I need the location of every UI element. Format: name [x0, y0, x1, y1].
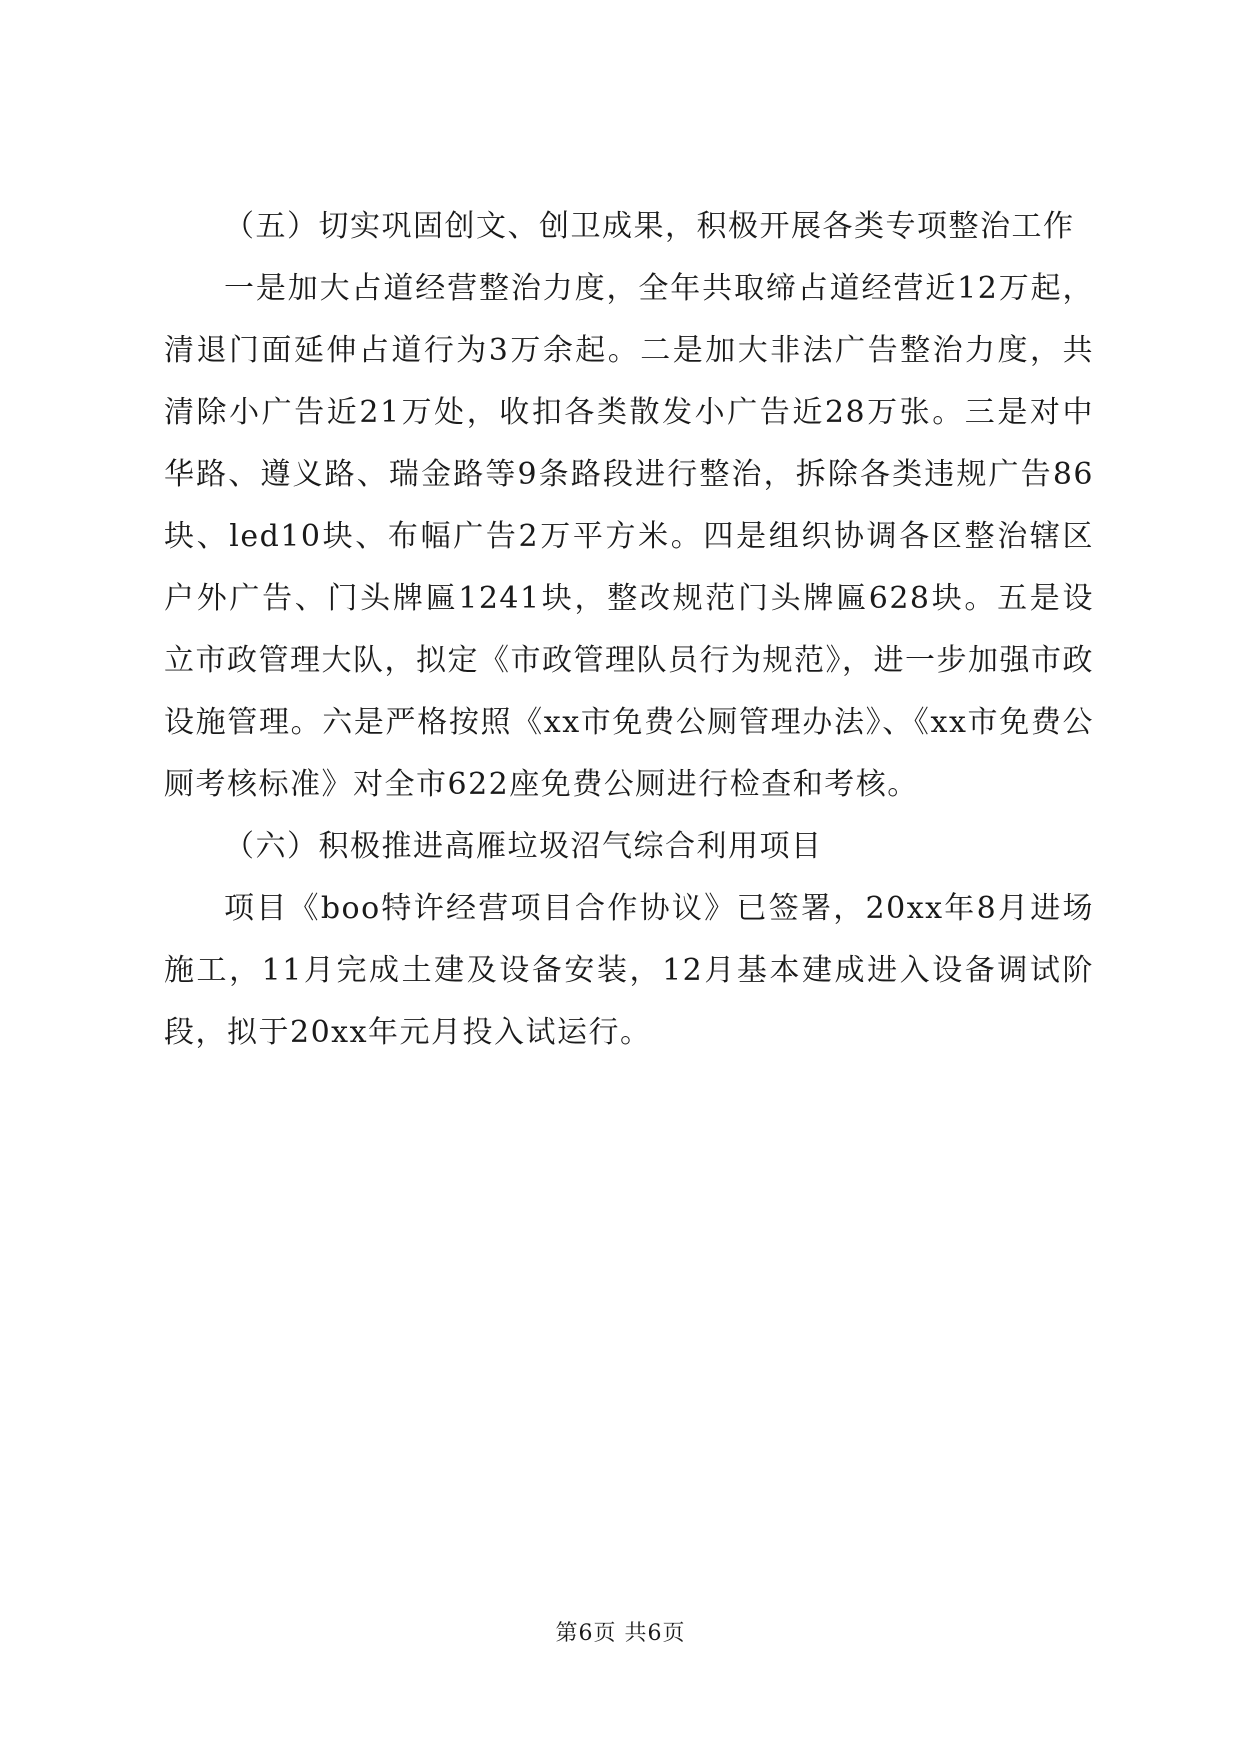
page-footer: 第6页 共6页	[555, 1621, 686, 1646]
paragraph-biogas-project: 项目《boo特许经营项目合作协议》已签署，20xx年8月进场施工，11月完成土建及设备安装，12月基本建成进入设备调试阶段，拟于20xx年元月投入试运行。	[164, 891, 1094, 1050]
paragraph-rectification-work: 一是加大占道经营整治力度，全年共取缔占道经营近12万起，清退门面延伸占道行为3万余起。二是加大非法广告整治力度，共清除小广告近21万处，收扣各类散发小广告近28万张。三是对中华路、遵义路、瑞金路等9条路段进行整治，拆除各类违规广告86块、led10块、布幅广告2万平方米。四是组织协调各区整治辖区户外广告、门头牌匾1241块，整改规范门头牌匾628块。五是设立市政管理大队，拟定《市政管理队员行为规范》，进一步加强市政设施管理。六是严格按照《xx市免费公厕管理办法》、《xx市免费公厕考核标准》对全市622座免费公厕进行检查和考核。	[164, 271, 1094, 802]
document-body	[164, 196, 1094, 1064]
section-heading-6: （六）积极推进高雁垃圾沼气综合利用项目	[224, 829, 823, 864]
section-heading-5: （五）切实巩固创文、创卫成果，积极开展各类专项整治工作	[224, 209, 1075, 244]
